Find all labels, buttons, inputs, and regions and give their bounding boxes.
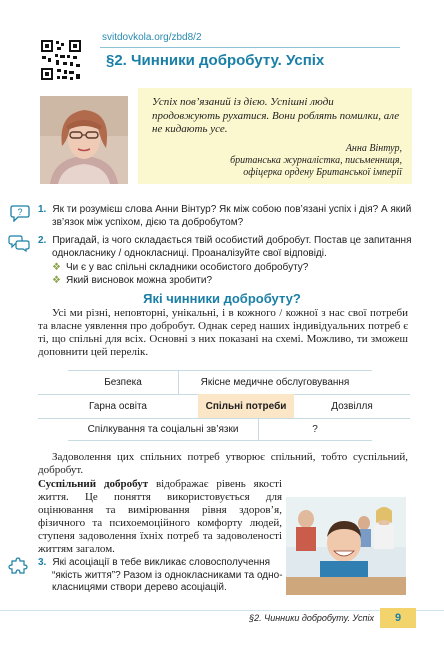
list-item: ❖ Який висновок можна зробити? [52,275,213,286]
social-welfare-paragraph [38,478,282,556]
quote-author-name: Анна Вінтур, [345,142,402,154]
portrait-photo [40,96,128,184]
needs-diagram [38,370,410,440]
page-number: 9 [380,608,416,628]
task-text: Які асоціації в тебе викликає словосполучення [52,557,271,568]
task-text: Як ти розумієш слова Анни Вінтур? Як між собою пов’язані успіх і дія? А який [52,204,412,215]
header-divider [100,47,400,48]
list-item: ❖ Чи є у вас спільні складники особистого добробуту? [52,262,309,273]
task-number: 2. [38,235,47,246]
qr-code[interactable] [39,38,83,82]
definition-text: відображає рівень якості життя. Це поняття використовується для оцінювання та вимірювання рівня здоров’я, фізичного та психоемоційного комфорту людей, ступеня задоволення їхніх потреб та задоволеності життям загалом. [38,478,282,555]
intro-paragraph: Усі ми різні, неповторні, унікальні, і в кожного / кожної з нас свої потреби та власне уявлення про добробут. Однак серед наших індивідуальних потреб є ті, що спільні для всіх. Основні з них показані на схемі. Можливо, ти зможеш доповнити цей перелік. [38,307,408,358]
common-needs-center: Спільні потреби [198,394,294,418]
need-unknown: ? [312,424,318,435]
row-divider [68,370,372,371]
row-divider [38,418,410,419]
common-good-paragraph: Задоволення цих спільних потреб утворює спільний, тобто суспільний, добробут. [38,451,408,476]
quote-author-desc2: офіцерка ордену Британської імперії [243,166,402,178]
task-2 [38,235,412,260]
task-text: зв’язок між успіхом, дією та добробутом? [52,216,244,228]
row-divider [68,440,372,441]
classroom-photo [286,497,406,595]
task-1 [38,204,411,229]
footer-divider [0,610,444,611]
quote-author-desc1: британська журналістка, письменниця, [230,154,402,166]
task-3 [38,557,283,595]
footer-section: §2. Чинники добробуту. Успіх [249,613,374,623]
term-social-welfare: Суспільний добробут [38,478,149,490]
question-bubble-icon [10,204,30,222]
need-safety: Безпека [104,377,142,388]
quote-box [138,88,412,184]
quote-attribution [152,143,402,179]
task-text: однокласнику / однокласниці. Проаналізуйте свої відповіді. [52,247,327,259]
quote-text: Успіх пов’язаний із дією. Успішні люди продовжують рухатися. Вони роблять помилки, але не кидають усе. [152,96,400,135]
bullet-icon: ❖ [52,262,61,273]
task-text: “якість життя”? Разом із однокласниками та одно- [52,569,283,581]
task-number: 3. [38,557,47,568]
svg-text:?: ? [17,207,23,217]
bullet-icon: ❖ [52,275,61,286]
need-healthcare: Якісне медичне обслуговування [200,377,350,388]
resource-url[interactable]: svitdovkola.org/zbd8/2 [102,32,202,43]
task-text: класницями створи дерево асоціацій. [52,582,227,593]
section-title: §2. Чинники добробуту. Успіх [106,52,325,69]
task-text: Пригадай, із чого складається твій особистий добробут. Постав це запитання [52,235,412,246]
subheading: Які чинники добробуту? [143,291,301,306]
puzzle-icon [8,557,28,575]
discussion-icon [8,234,28,252]
need-education: Гарна освіта [89,401,147,412]
need-leisure: Дозвілля [331,401,373,412]
task-number: 1. [38,204,47,215]
need-social-ties: Спілкування та соціальні зв’язки [87,424,239,435]
